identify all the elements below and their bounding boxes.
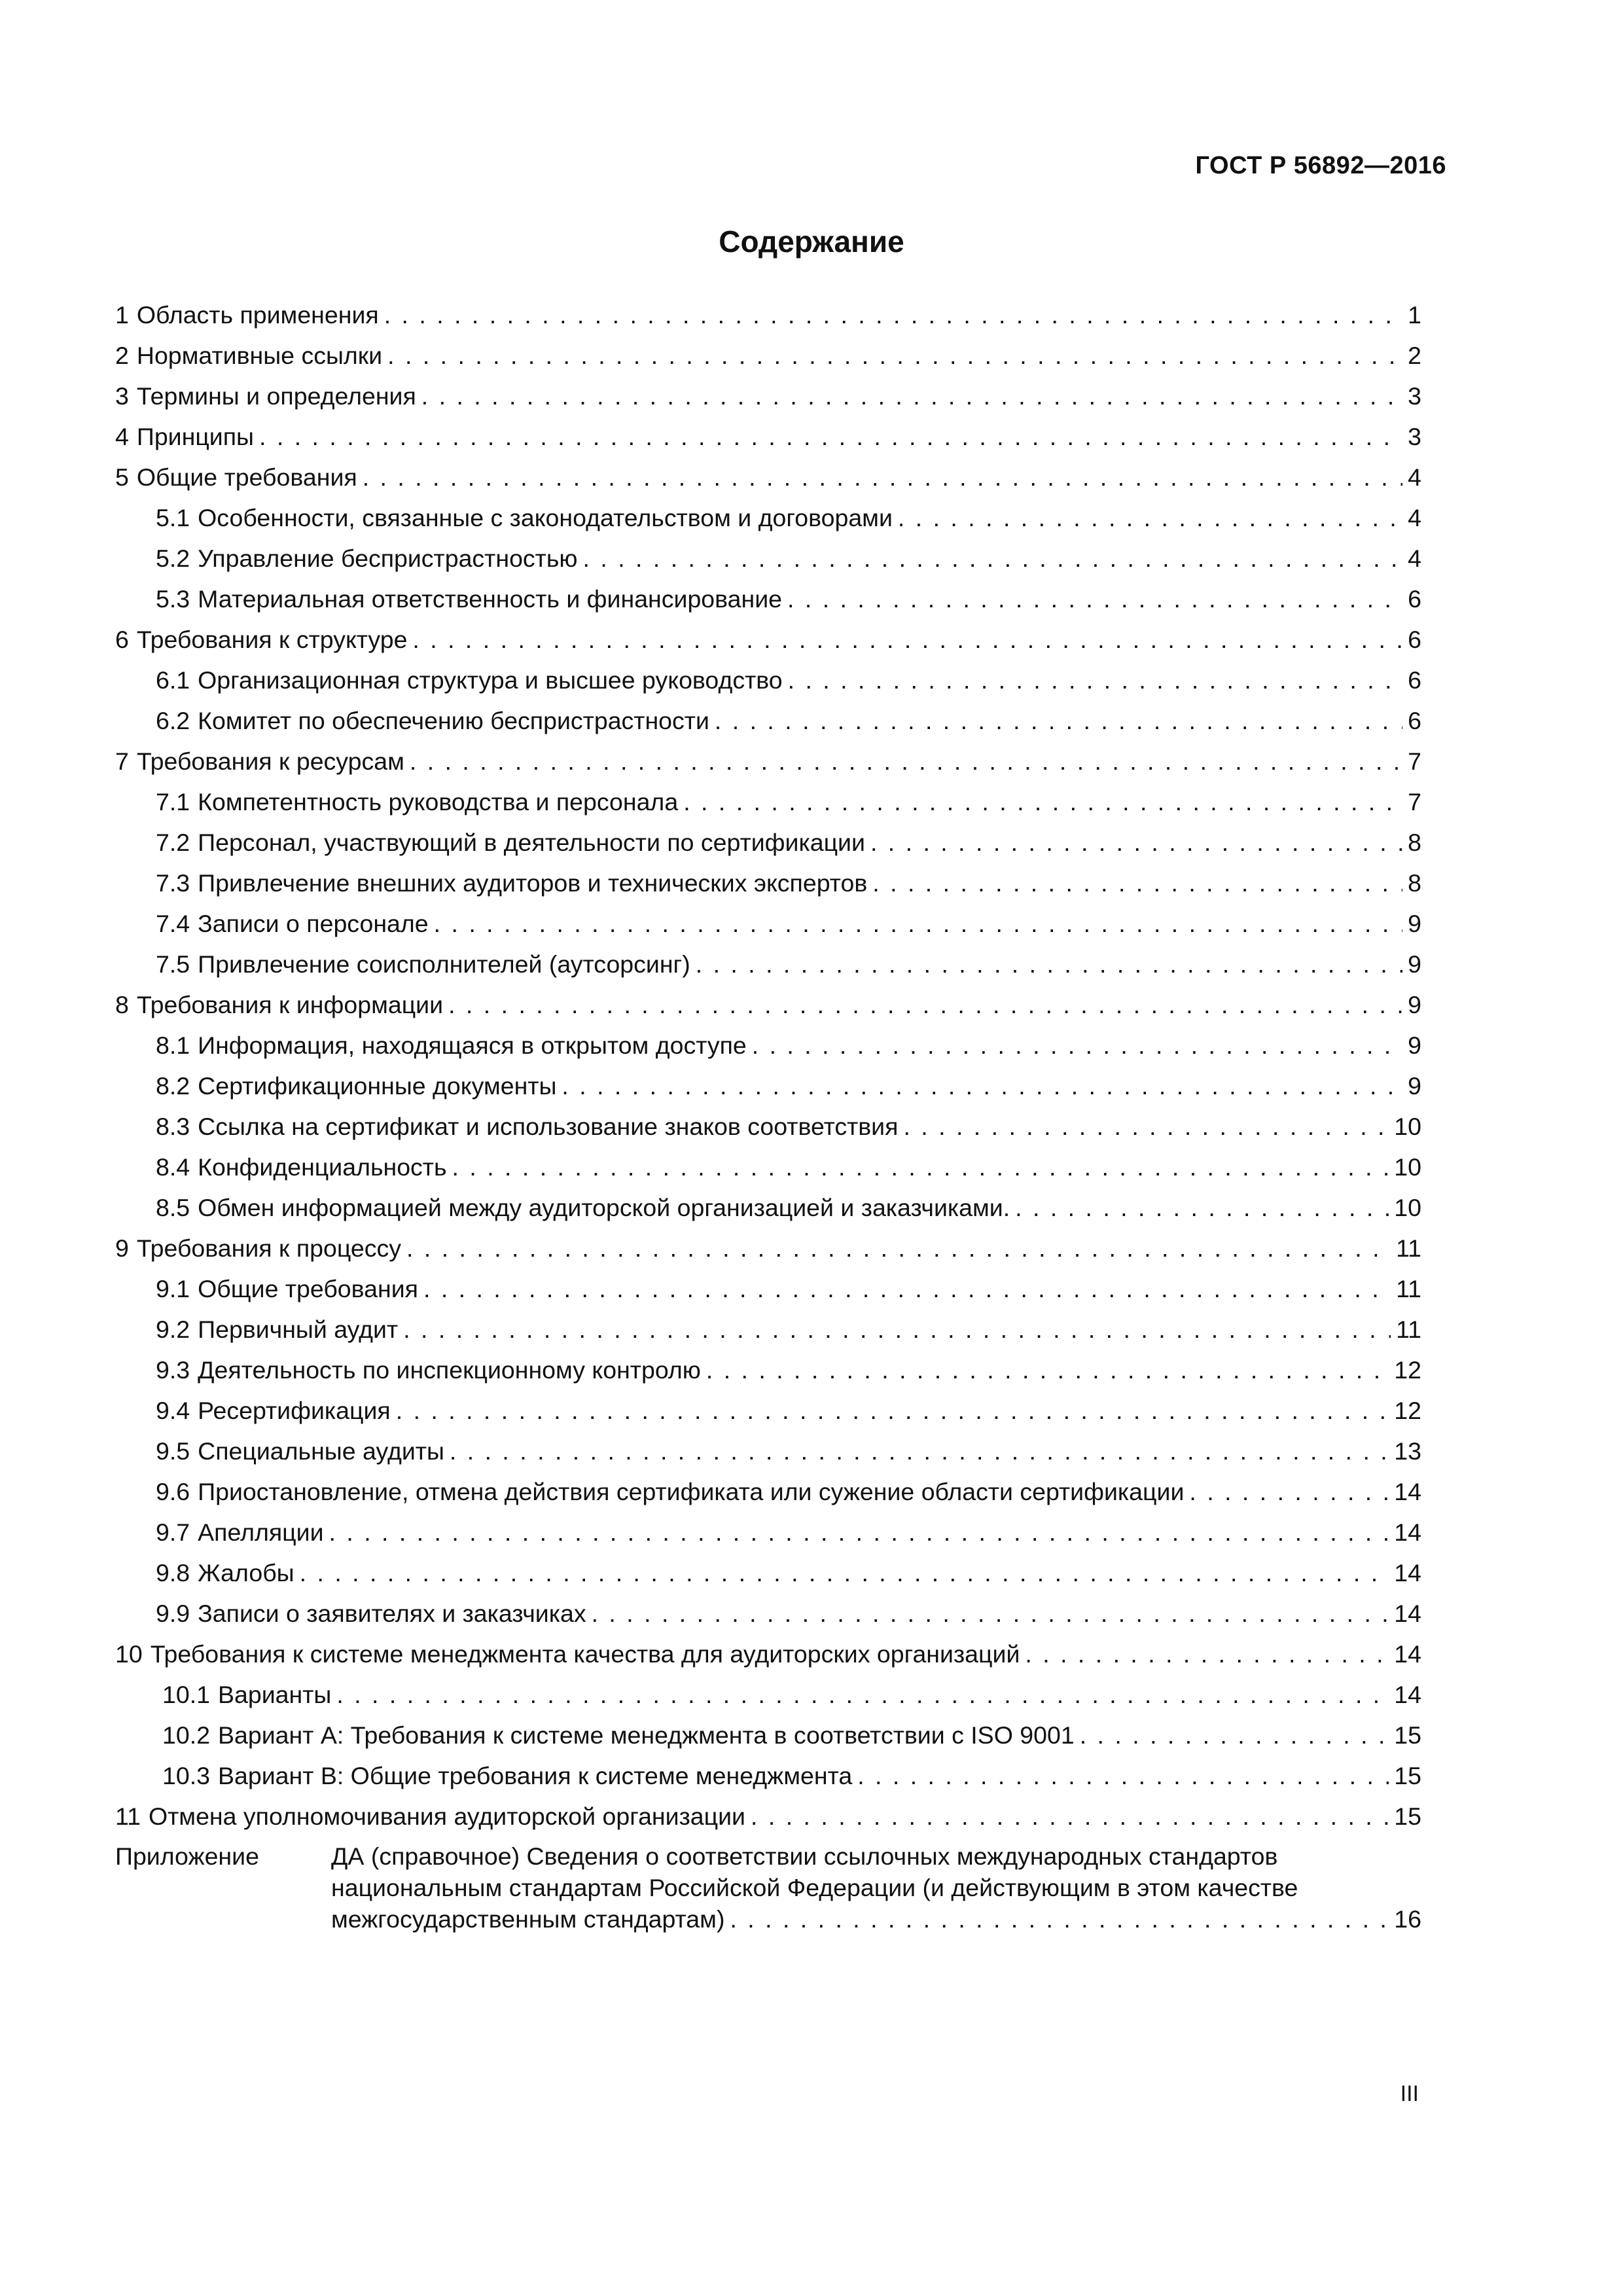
- toc-entry-number: 6.1: [156, 666, 190, 694]
- toc-entry-page: 4: [1408, 545, 1421, 572]
- toc-entry[interactable]: [115, 944, 1421, 984]
- toc-entry[interactable]: [115, 1106, 1421, 1147]
- toc-leader-dots: [363, 457, 1402, 497]
- toc-entry-number: 9.7: [156, 1518, 190, 1546]
- toc-entry[interactable]: [115, 984, 1421, 1025]
- toc-entry-number: 7.2: [156, 829, 190, 856]
- toc-entry[interactable]: [115, 1390, 1421, 1431]
- toc-entry-page: 6: [1408, 626, 1421, 653]
- toc-entry[interactable]: [115, 700, 1421, 741]
- toc-entry[interactable]: [115, 457, 1421, 497]
- toc-entry[interactable]: [115, 822, 1421, 863]
- toc-entry-number: 9.3: [156, 1356, 190, 1384]
- appendix-page: 16: [1394, 1905, 1421, 1933]
- toc-entry-page: 15: [1394, 1721, 1421, 1749]
- toc-entry[interactable]: [115, 1755, 1421, 1796]
- toc-entry-label: Компетентность руководства и персонала: [198, 788, 679, 816]
- toc-entry-label: Информация, находящаяся в открытом доступе: [198, 1031, 747, 1059]
- toc-entry-number: 8.3: [156, 1113, 190, 1140]
- toc-entry-page: 4: [1408, 463, 1421, 491]
- toc-entry-number: 7.5: [156, 950, 190, 978]
- toc-leader-dots: [903, 1106, 1389, 1147]
- toc-entry-page: 14: [1394, 1681, 1421, 1708]
- toc-leader-dots: [583, 538, 1403, 579]
- toc-entry-label: Ссылка на сертификат и использование знаков соответствия: [198, 1113, 899, 1140]
- toc-entry[interactable]: [115, 1715, 1421, 1755]
- toc-entry-number: 9.4: [156, 1397, 190, 1424]
- toc-entry-label: Требования к информации: [136, 991, 444, 1018]
- toc-entry-number: 7.1: [156, 788, 190, 816]
- toc-entry-page: 14: [1394, 1559, 1421, 1587]
- toc-entry[interactable]: [115, 619, 1421, 660]
- toc-leader-dots: [730, 1903, 1389, 1935]
- table-of-contents: [115, 295, 1421, 1935]
- toc-entry-page: 12: [1394, 1397, 1421, 1424]
- toc-entry[interactable]: [115, 781, 1421, 822]
- toc-entry-number: 8: [115, 991, 129, 1018]
- toc-entry-page: 10: [1394, 1153, 1421, 1181]
- toc-entry-label: Требования к ресурсам: [136, 747, 404, 775]
- toc-entry-number: 10.3: [162, 1762, 210, 1789]
- toc-entry-number: 9.9: [156, 1600, 190, 1627]
- toc-leader-dots: [406, 1228, 1391, 1268]
- toc-entry-number: 6.2: [156, 707, 190, 734]
- toc-entry-label: Нормативные ссылки: [136, 342, 383, 369]
- toc-entry-label: Привлечение внешних аудиторов и технических экспертов: [198, 869, 868, 897]
- toc-entry-page: 3: [1408, 423, 1421, 450]
- appendix-prefix: Приложение: [115, 1842, 259, 1870]
- toc-entry-number: 10.2: [162, 1721, 210, 1749]
- toc-entry-label: Деятельность по инспекционному контролю: [198, 1356, 701, 1384]
- toc-entry-page: 9: [1408, 991, 1421, 1018]
- toc-entry-page: 8: [1408, 829, 1421, 856]
- toc-entry-page: 11: [1396, 1275, 1421, 1302]
- toc-entry-label: Конфиденциальность: [198, 1153, 447, 1181]
- toc-entry-label: Организационная структура и высшее руководство: [198, 666, 783, 694]
- toc-entry-label: Привлечение соисполнителей (аутсорсинг): [198, 950, 690, 978]
- toc-entry-page: 2: [1408, 342, 1421, 369]
- toc-leader-dots: [421, 376, 1402, 416]
- toc-entry-page: 9: [1408, 910, 1421, 937]
- toc-appendix-entry[interactable]: [115, 1840, 1421, 1935]
- toc-entry-page: 8: [1408, 869, 1421, 897]
- toc-entry[interactable]: [115, 1796, 1421, 1837]
- toc-entry-label: Первичный аудит: [198, 1316, 399, 1343]
- toc-entry-label: Варианты: [218, 1681, 332, 1708]
- toc-leader-dots: [592, 1593, 1389, 1634]
- toc-entry-number: 9.5: [156, 1437, 190, 1465]
- toc-entry-label: Требования к системе менеджмента качества для аудиторских организаций: [150, 1640, 1020, 1668]
- toc-leader-dots: [870, 822, 1402, 863]
- toc-entry-label: Термины и определения: [136, 382, 416, 410]
- toc-entry-label: Жалобы: [198, 1559, 294, 1587]
- toc-entry-page: 15: [1394, 1762, 1421, 1789]
- page-number: III: [1400, 2081, 1419, 2106]
- toc-entry-number: 10: [115, 1640, 143, 1668]
- toc-leader-dots: [410, 741, 1402, 781]
- toc-entry-number: 2: [115, 342, 129, 369]
- toc-entry[interactable]: [115, 1471, 1421, 1512]
- toc-leader-dots: [396, 1390, 1389, 1431]
- toc-entry-number: 9.6: [156, 1478, 190, 1505]
- toc-entry[interactable]: [115, 416, 1421, 457]
- toc-entry-number: 4: [115, 423, 129, 450]
- toc-entry[interactable]: [115, 1025, 1421, 1066]
- toc-leader-dots: [450, 1431, 1389, 1471]
- toc-entry-label: Область применения: [136, 301, 379, 329]
- toc-entry-number: 9.8: [156, 1559, 190, 1587]
- toc-entry[interactable]: [115, 1066, 1421, 1106]
- toc-entry-label: Персонал, участвующий в деятельности по сертификации: [198, 829, 865, 856]
- toc-leader-dots: [387, 335, 1402, 376]
- toc-entry-label: Апелляции: [198, 1518, 324, 1546]
- toc-leader-dots: [423, 1268, 1391, 1309]
- toc-entry-label: Общие требования: [198, 1275, 418, 1302]
- toc-entry[interactable]: [115, 1674, 1421, 1715]
- toc-entry-number: 6: [115, 626, 129, 653]
- toc-entry-label: Приостановление, отмена действия сертификата или сужение области сертификации: [198, 1478, 1185, 1505]
- toc-leader-dots: [434, 903, 1403, 944]
- toc-entry-label: Принципы: [136, 423, 255, 450]
- toc-entry-page: 6: [1408, 707, 1421, 734]
- toc-leader-dots: [788, 660, 1403, 700]
- toc-leader-dots: [562, 1066, 1402, 1106]
- toc-leader-dots: [336, 1674, 1389, 1715]
- toc-entry-label: Отмена уполномочивания аудиторской организации: [148, 1803, 746, 1830]
- toc-entry-number: 10.1: [162, 1681, 210, 1708]
- toc-entry-number: 1: [115, 301, 129, 329]
- toc-entry-number: 7.4: [156, 910, 190, 937]
- toc-entry[interactable]: [115, 660, 1421, 700]
- toc-entry[interactable]: [115, 1552, 1421, 1593]
- toc-entry-page: 9: [1408, 1031, 1421, 1059]
- toc-entry-number: 5.2: [156, 545, 190, 572]
- toc-entry[interactable]: [115, 538, 1421, 579]
- toc-entry-label: Сертификационные документы: [198, 1072, 557, 1100]
- toc-entry-number: 11: [115, 1803, 141, 1830]
- toc-entry[interactable]: [115, 1634, 1421, 1674]
- toc-entry-label: Записи о заявителях и заказчиках: [198, 1600, 586, 1627]
- toc-leader-dots: [300, 1552, 1389, 1593]
- toc-entry-number: 5: [115, 463, 129, 491]
- toc-entry-page: 4: [1408, 504, 1421, 531]
- toc-leader-dots: [1189, 1471, 1389, 1512]
- toc-leader-dots: [751, 1796, 1389, 1837]
- toc-entry-label: Обмен информацией между аудиторской организацией и заказчиками.: [198, 1194, 1010, 1221]
- toc-entry-label: Вариант В: Общие требования к системе менеджмента: [218, 1762, 853, 1789]
- toc-leader-dots: [787, 579, 1402, 619]
- toc-entry-number: 7: [115, 747, 129, 775]
- toc-leader-dots: [715, 700, 1402, 741]
- toc-entry-page: 12: [1394, 1356, 1421, 1384]
- toc-entry-page: 14: [1394, 1478, 1421, 1505]
- toc-entry-page: 1: [1408, 301, 1421, 329]
- toc-leader-dots: [706, 1350, 1389, 1390]
- toc-entry-label: Комитет по обеспечению беспристрастности: [198, 707, 709, 734]
- toc-entry-label: Материальная ответственность и финансирование: [198, 585, 783, 613]
- appendix-line-2: национальным стандартам Российской Федерации (и действующим в этом качестве: [331, 1874, 1298, 1901]
- toc-entry-label: Требования к процессу: [136, 1234, 402, 1262]
- toc-entry-page: 15: [1394, 1803, 1421, 1830]
- toc-entry[interactable]: [115, 1593, 1421, 1634]
- toc-entry[interactable]: [115, 1350, 1421, 1390]
- toc-entry-page: 9: [1408, 950, 1421, 978]
- toc-entry[interactable]: [115, 1228, 1421, 1268]
- toc-entry-page: 10: [1394, 1194, 1421, 1221]
- toc-entry-page: 14: [1394, 1640, 1421, 1668]
- toc-entry-page: 10: [1394, 1113, 1421, 1140]
- toc-entry-page: 3: [1408, 382, 1421, 410]
- toc-entry[interactable]: [115, 1268, 1421, 1309]
- toc-entry-number: 9.2: [156, 1316, 190, 1343]
- toc-leader-dots: [1015, 1187, 1389, 1228]
- toc-leader-dots: [329, 1512, 1389, 1552]
- toc-entry[interactable]: [115, 295, 1421, 335]
- toc-entry-page: 14: [1394, 1518, 1421, 1546]
- toc-leader-dots: [403, 1309, 1391, 1350]
- toc-entry-number: 8.2: [156, 1072, 190, 1100]
- toc-leader-dots: [696, 944, 1402, 984]
- toc-leader-dots: [452, 1147, 1389, 1187]
- toc-entry-number: 8.4: [156, 1153, 190, 1181]
- toc-entry-number: 5.1: [156, 504, 190, 531]
- toc-leader-dots: [857, 1755, 1389, 1796]
- toc-entry[interactable]: [115, 1309, 1421, 1350]
- toc-leader-dots: [384, 295, 1402, 335]
- toc-entry-page: 6: [1408, 585, 1421, 613]
- toc-entry-number: 8.5: [156, 1194, 190, 1221]
- toc-entry-page: 14: [1394, 1600, 1421, 1627]
- toc-entry-page: 9: [1408, 1072, 1421, 1100]
- toc-entry-label: Специальные аудиты: [198, 1437, 444, 1465]
- toc-entry-label: Вариант А: Требования к системе менеджмента в соответствии с ISO 9001: [218, 1721, 1075, 1749]
- toc-entry-number: 3: [115, 382, 129, 410]
- toc-entry[interactable]: [115, 903, 1421, 944]
- toc-entry-number: 9.1: [156, 1275, 190, 1302]
- document-code: ГОСТ Р 56892—2016: [1195, 152, 1446, 179]
- toc-leader-dots: [683, 781, 1402, 822]
- toc-entry-label: Управление беспристрастностью: [198, 545, 578, 572]
- toc-entry[interactable]: [115, 376, 1421, 416]
- toc-entry-label: Ресертификация: [198, 1397, 391, 1424]
- toc-entry-page: 11: [1396, 1316, 1421, 1343]
- toc-leader-dots: [412, 619, 1402, 660]
- toc-entry-label: Требования к структуре: [136, 626, 408, 653]
- toc-leader-dots: [259, 416, 1402, 457]
- toc-entry[interactable]: [115, 497, 1421, 538]
- toc-entry-number: 5.3: [156, 585, 190, 613]
- toc-leader-dots: [448, 984, 1402, 1025]
- toc-entry-page: 6: [1408, 666, 1421, 694]
- toc-entry-number: 7.3: [156, 869, 190, 897]
- toc-entry[interactable]: [115, 1187, 1421, 1228]
- toc-entry-page: 13: [1394, 1437, 1421, 1465]
- toc-entry-label: Записи о персонале: [198, 910, 429, 937]
- toc-entry[interactable]: [115, 579, 1421, 619]
- toc-entry[interactable]: [115, 863, 1421, 903]
- toc-leader-dots: [898, 497, 1402, 538]
- toc-entry[interactable]: [115, 1512, 1421, 1552]
- appendix-line-3: межгосударственным стандартам): [331, 1905, 725, 1933]
- toc-leader-dots: [1025, 1634, 1389, 1674]
- toc-entry-label: Общие требования: [136, 463, 357, 491]
- toc-entry[interactable]: [115, 741, 1421, 781]
- page-title: Содержание: [719, 224, 904, 259]
- toc-leader-dots: [1080, 1715, 1389, 1755]
- toc-entry[interactable]: [115, 1147, 1421, 1187]
- toc-leader-dots: [752, 1025, 1402, 1066]
- toc-entry-page: 7: [1408, 788, 1421, 816]
- toc-entry-number: 9: [115, 1234, 129, 1262]
- appendix-line-1: ДА (справочное) Сведения о соответствии ссылочных международных стандартов: [331, 1842, 1278, 1870]
- toc-entry-page: 11: [1396, 1234, 1421, 1262]
- toc-entry[interactable]: [115, 335, 1421, 376]
- toc-entry[interactable]: [115, 1431, 1421, 1471]
- toc-entry-label: Особенности, связанные с законодательством и договорами: [198, 504, 893, 531]
- toc-entry-page: 7: [1408, 747, 1421, 775]
- toc-entry-number: 8.1: [156, 1031, 190, 1059]
- toc-leader-dots: [872, 863, 1402, 903]
